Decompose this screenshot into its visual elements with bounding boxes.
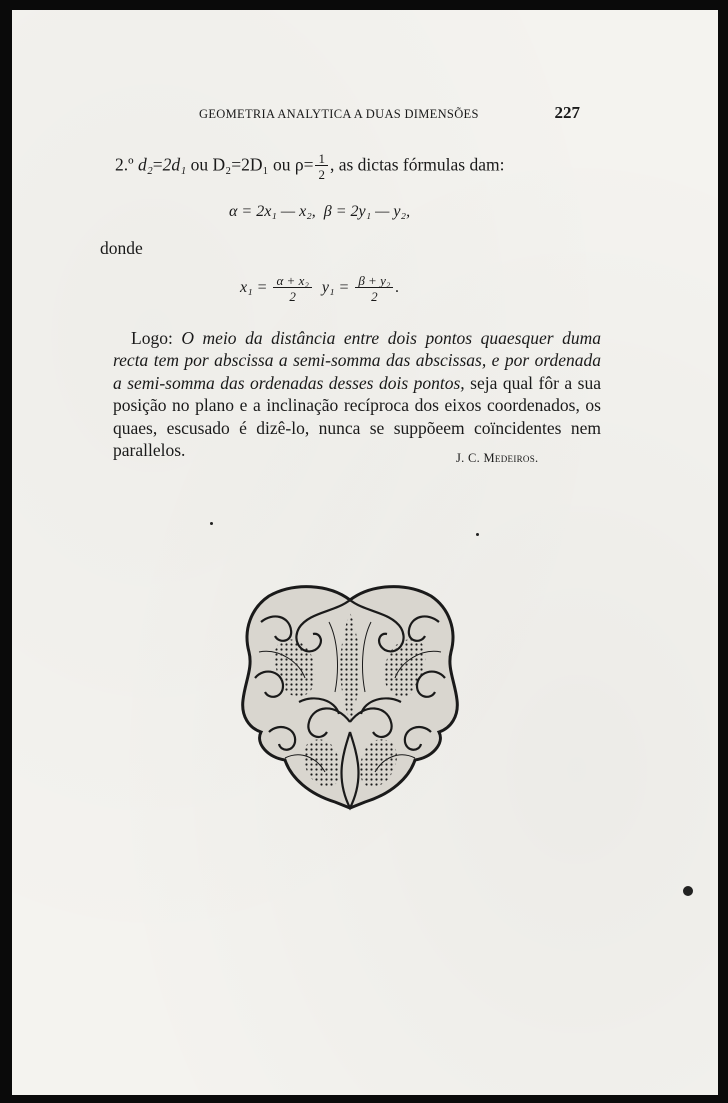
paragraph-lead: Logo: (131, 328, 182, 348)
acanthus-ornament (239, 582, 461, 812)
equals-sign: = (152, 154, 163, 175)
case-two-line (115, 152, 504, 181)
rho-symbol: ρ (294, 154, 304, 175)
beta-equation: β = 2y₁ — y₂, (323, 203, 411, 220)
book-page (12, 10, 718, 1095)
equals-sign: = (303, 154, 314, 175)
formula-midpoint (240, 274, 399, 303)
author-initials: J. C. (456, 451, 484, 465)
two-D1-term: 2D₁ (241, 154, 269, 175)
page-number: 227 (554, 103, 580, 122)
two-d1-term: 2d₁ (162, 154, 187, 175)
formula-end: . (395, 279, 400, 297)
x1-numerator: α + x₂ (273, 274, 311, 288)
case-label: 2.º (115, 154, 134, 175)
y1-fraction (355, 274, 393, 303)
formula-alpha-beta (229, 204, 410, 220)
y1-numerator: β + y₂ (355, 274, 393, 288)
x1-denominator: 2 (289, 289, 296, 304)
d2-term: d₂ (137, 154, 153, 175)
donde-word: donde (100, 238, 143, 258)
author-signature (456, 451, 538, 466)
half-fraction (315, 152, 328, 181)
y1-lhs: y₁ = (321, 279, 350, 297)
or-word: ou (190, 154, 209, 175)
fraction-numerator: 1 (315, 152, 328, 166)
paper-speck (683, 886, 693, 896)
case-line-tail: , as dictas fórmulas dam: (329, 154, 505, 175)
paragraph-rest: seja qual fôr a sua posição no plano e a inclinação recíproca dos eixos coordenados, os quaes, escusado é dizê-lo, nunca se suppõeem coïncidentes nem parallelos. (113, 372, 601, 461)
alpha-equation: α = 2x₁ — x₂, (229, 203, 316, 220)
paragraph-theorem: O meio da distância entre dois pontos quaesquer duma recta tem por abscissa a semi-somma das abscissas, e por ordenada a semi-somma das ordenadas desses dois pontos, (113, 328, 601, 393)
or-word: ou (273, 154, 291, 175)
x1-lhs: x₁ = (240, 279, 268, 297)
running-title: GEOMETRIA ANALYTICA A DUAS DIMENSÕES (199, 107, 479, 121)
x1-fraction (273, 274, 311, 303)
fraction-denominator: 2 (318, 167, 325, 182)
paper-speck (476, 533, 479, 536)
D2-term: D₂ (212, 154, 232, 175)
paper-speck (210, 522, 213, 525)
running-header (199, 103, 580, 123)
conclusion-paragraph (113, 327, 601, 461)
author-surname: Medeiros. (483, 451, 539, 465)
y1-denominator: 2 (371, 289, 378, 304)
equals-sign: = (231, 154, 242, 175)
